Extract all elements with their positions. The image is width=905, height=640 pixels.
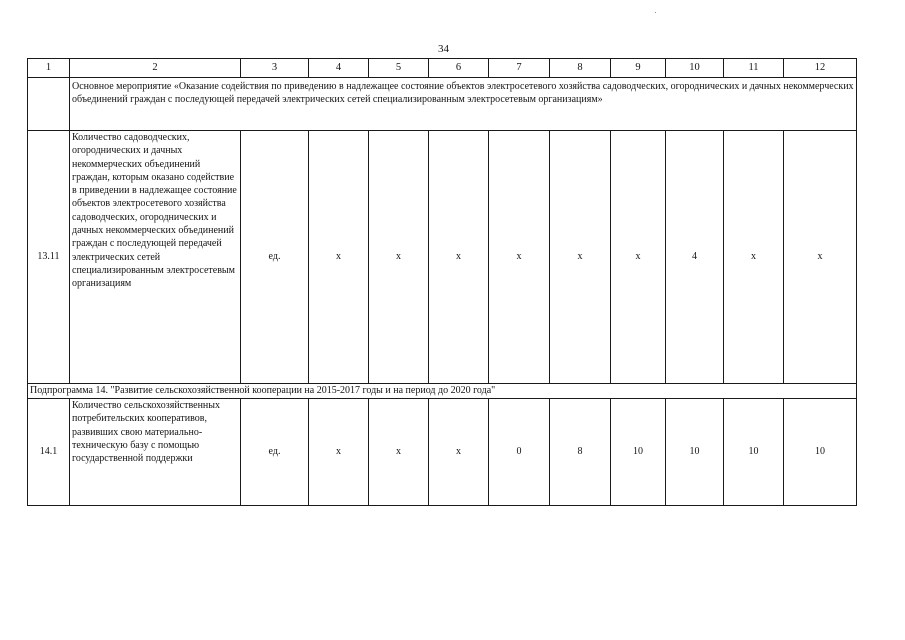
value-cell: х: [369, 131, 429, 384]
value-cell: х: [429, 399, 489, 506]
table-row: [28, 399, 857, 506]
col-header-6: 6: [429, 59, 489, 78]
unit-cell: ед.: [241, 399, 309, 506]
col-header-1: 1: [28, 59, 70, 78]
col-header-10: 10: [666, 59, 724, 78]
value-cell: 8: [550, 399, 611, 506]
value-cell: 10: [666, 399, 724, 506]
page-number: 34: [438, 43, 449, 55]
col-header-3: 3: [241, 59, 309, 78]
value-cell: х: [489, 131, 550, 384]
value-cell: х: [369, 399, 429, 506]
col-header-4: 4: [309, 59, 369, 78]
value-cell: х: [309, 131, 369, 384]
section-empty-cell: [28, 78, 70, 131]
subprogram-title: Подпрограмма 14. "Развитие сельскохозяйственной кооперации на 2015-2017 годы и на период до 2020 года": [28, 384, 857, 399]
value-cell: х: [309, 399, 369, 506]
section-heading: Основное мероприятие «Оказание содействия по приведению в надлежащее состояние объектов электросетевого хозяйства садоводческих, огороднических и дачных некоммерческих объединений граждан с последующей передачей электрических сетей специализированным электросетевым организациям»: [70, 78, 857, 131]
subprogram-row: [28, 384, 857, 399]
col-header-2: 2: [70, 59, 241, 78]
value-cell: х: [611, 131, 666, 384]
value-cell: х: [550, 131, 611, 384]
table-row: [28, 131, 857, 384]
row-number: 14.1: [28, 399, 70, 506]
column-number-row: [28, 59, 857, 78]
value-cell: х: [784, 131, 857, 384]
col-header-9: 9: [611, 59, 666, 78]
value-cell: 10: [784, 399, 857, 506]
value-cell: 10: [611, 399, 666, 506]
col-header-11: 11: [724, 59, 784, 78]
col-header-5: 5: [369, 59, 429, 78]
value-cell: 0: [489, 399, 550, 506]
value-cell: 4: [666, 131, 724, 384]
value-cell: х: [724, 131, 784, 384]
value-cell: х: [429, 131, 489, 384]
row-number: 13.11: [28, 131, 70, 384]
col-header-7: 7: [489, 59, 550, 78]
section-heading-row: [28, 78, 857, 131]
indicator-name: Количество сельскохозяйственных потребительских кооперативов, развивших свою материально-техническую базу с помощью государственной поддержки: [70, 399, 241, 506]
indicators-table: [27, 58, 857, 506]
unit-cell: ед.: [241, 131, 309, 384]
indicator-name: Количество садоводческих, огороднических и дачных некоммерческих объединений граждан, которым оказано содействие в приведении в надлежащее состояние объектов электросетевого хозяйства садоводческих, огороднических и дачных некоммерческих объединений граждан с последующей передачей электрических сетей специализированным электросетевым организациям: [70, 131, 241, 384]
value-cell: 10: [724, 399, 784, 506]
scan-speck: [655, 12, 656, 13]
col-header-8: 8: [550, 59, 611, 78]
col-header-12: 12: [784, 59, 857, 78]
